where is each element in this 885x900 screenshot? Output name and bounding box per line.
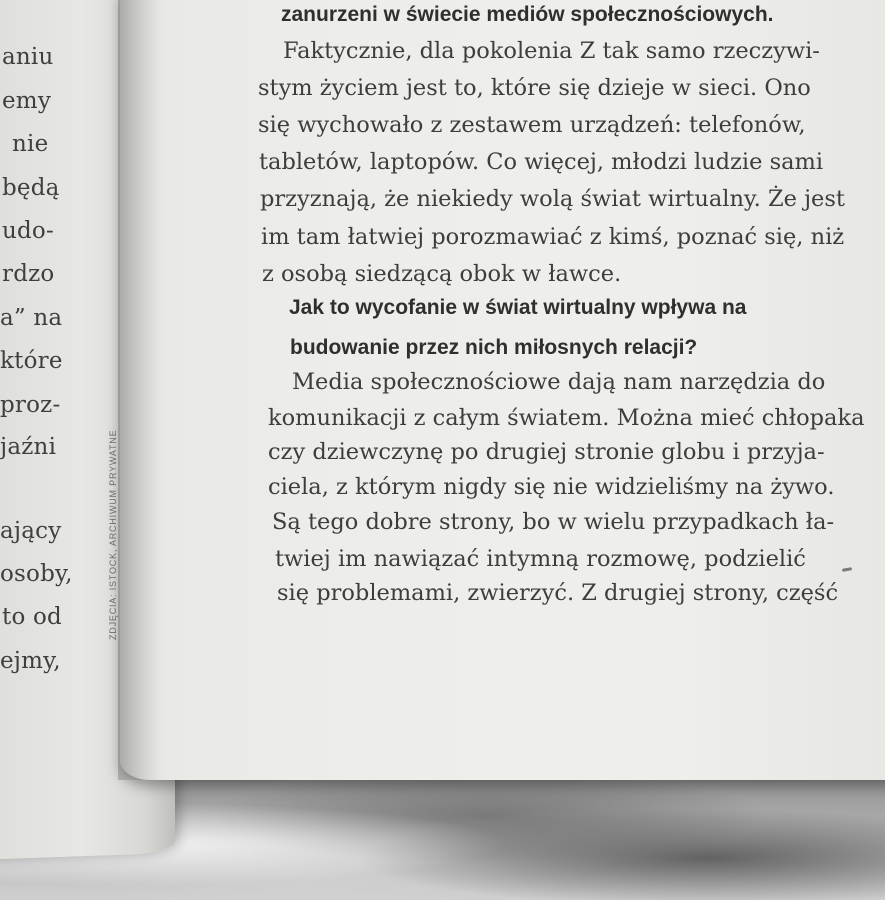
left-page-line: rdzo bbox=[2, 261, 55, 287]
left-page-line: to od bbox=[2, 604, 62, 630]
paragraph-line: komunikacji z całym światem. Można mieć chłopaka bbox=[268, 405, 865, 431]
paragraph-line: z osobą siedzącą obok w ławce. bbox=[262, 261, 622, 287]
paragraph-line: Faktycznie, dla pokolenia Z tak samo rzeczywi- bbox=[283, 38, 820, 64]
paragraph-line: ciela, z którym nigdy się nie widzieliśmy na żywo. bbox=[268, 474, 835, 500]
paragraph-line: się wychowało z zestawem urządzeń: telefonów, bbox=[258, 112, 806, 138]
lead-line: zanurzeni w świecie mediów społecznościowych. bbox=[281, 3, 774, 26]
left-page-line: a” na bbox=[0, 305, 63, 331]
paragraph-line: się problemami, zwierzyć. Z drugiej strony, część bbox=[277, 580, 839, 606]
left-page-line: udo- bbox=[2, 218, 54, 244]
question-line: budowanie przez nich miłosnych relacji? bbox=[290, 336, 698, 359]
paragraph-line: tabletów, laptopów. Co więcej, młodzi ludzie sami bbox=[259, 149, 824, 175]
left-page-line: proz- bbox=[0, 392, 61, 418]
left-page-line: nie bbox=[12, 131, 49, 157]
paragraph-line: Są tego dobre strony, bo w wielu przypadkach ła- bbox=[272, 509, 835, 535]
paragraph-line: twiej im nawiązać intymną rozmowę, podzielić bbox=[275, 546, 806, 572]
left-page-line: ający bbox=[0, 518, 62, 544]
left-page-line: będą bbox=[2, 175, 60, 201]
left-page-line: osoby, bbox=[0, 561, 73, 587]
left-page-line: jaźni bbox=[0, 434, 57, 460]
left-page-line: ejmy, bbox=[0, 648, 61, 674]
left-page-line: które bbox=[0, 348, 63, 374]
paragraph-line: Media społecznościowe dają nam narzędzia do bbox=[292, 369, 826, 395]
left-page-line: emy bbox=[2, 88, 52, 114]
paragraph-line: im tam łatwiej porozmawiać z kimś, poznać się, niż bbox=[261, 224, 845, 250]
photo-credit: ZDJĘCIA: ISTOCK, ARCHIWUM PRYWATNE bbox=[108, 429, 118, 640]
question-line: Jak to wycofanie w świat wirtualny wpływa na bbox=[289, 296, 747, 319]
book-gutter bbox=[118, 0, 158, 780]
paragraph-line: czy dziewczynę po drugiej stronie globu i przyja- bbox=[268, 439, 825, 465]
paragraph-line: stym życiem jest to, które się dzieje w sieci. Ono bbox=[258, 75, 811, 101]
paragraph-line: przyznają, że niekiedy wolą świat wirtualny. Że jest bbox=[260, 186, 845, 212]
left-page-line: aniu bbox=[2, 44, 54, 70]
